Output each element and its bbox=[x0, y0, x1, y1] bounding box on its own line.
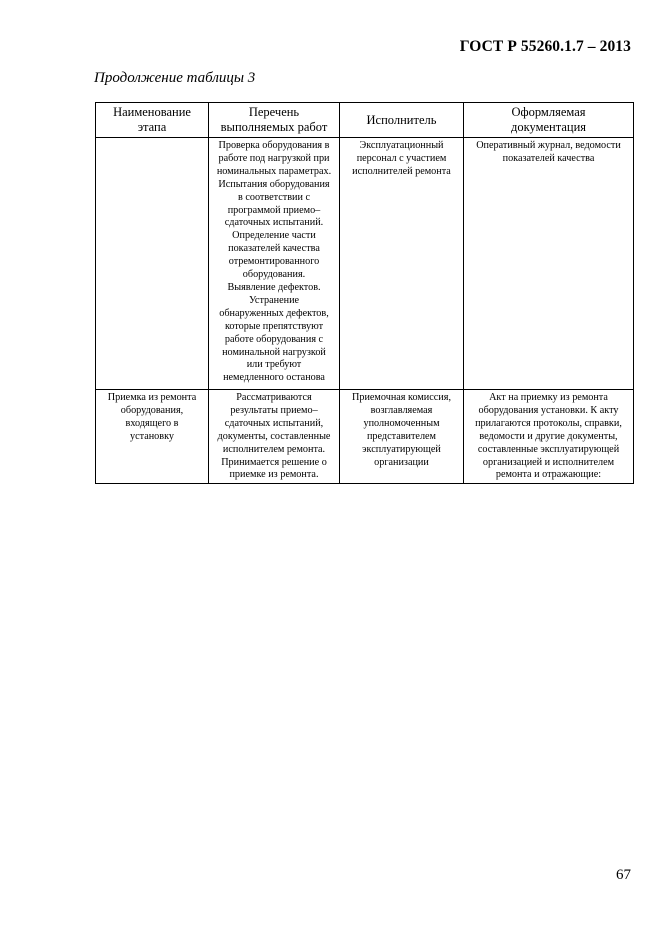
cell-line: в соответствии с bbox=[238, 191, 310, 203]
cell-line: Определение части bbox=[232, 230, 316, 242]
cell-line: Проверка оборудования в bbox=[218, 140, 330, 151]
header-line: документация bbox=[510, 120, 587, 134]
column-header-executor bbox=[340, 103, 464, 138]
cell-line: Принимается решение о bbox=[221, 456, 327, 468]
table-row bbox=[96, 390, 634, 484]
cell-line: номинальной нагрузкой bbox=[222, 346, 326, 358]
cell-line: организации bbox=[374, 456, 429, 468]
cell-line: показателей качества bbox=[228, 243, 320, 255]
cell-line: результаты приемо– bbox=[230, 404, 318, 416]
cell-line: возглавляемая bbox=[370, 404, 433, 416]
cell-line: установку bbox=[130, 430, 174, 442]
cell-stage bbox=[96, 138, 209, 390]
cell-line: Устранение bbox=[248, 294, 300, 306]
header-line: Исполнитель bbox=[366, 112, 437, 127]
cell-line: Рассматриваются bbox=[236, 392, 312, 403]
column-header-works bbox=[209, 103, 340, 138]
cell-line: работе оборудования с bbox=[224, 333, 324, 345]
cell-line: приемке из ремонта. bbox=[229, 469, 319, 481]
cell-line: уполномоченным bbox=[363, 417, 440, 429]
cell-stage bbox=[96, 390, 209, 484]
cell-line: Оперативный журнал, ведомости bbox=[476, 140, 621, 151]
cell-line: входящего в bbox=[125, 417, 179, 429]
header-line: выполняемых работ bbox=[220, 120, 328, 134]
cell-line: представителем bbox=[366, 430, 437, 442]
cell-line: работе под нагрузкой при bbox=[218, 152, 330, 164]
cell-line: исполнителем ремонта. bbox=[222, 443, 326, 455]
cell-line: ремонта и отражающие: bbox=[495, 469, 602, 481]
cell-line: немедленного останова bbox=[223, 372, 325, 384]
cell-line: отремонтированного bbox=[228, 256, 320, 268]
column-header-documentation bbox=[464, 103, 634, 138]
cell-executor bbox=[340, 138, 464, 390]
cell-line: сдаточных испытаний. bbox=[224, 217, 324, 229]
cell-line: программой приемо– bbox=[227, 204, 321, 216]
cell-works bbox=[209, 390, 340, 484]
cell-line: Эксплуатационный bbox=[359, 140, 444, 151]
cell-works bbox=[209, 138, 340, 390]
table-row bbox=[96, 138, 634, 390]
cell-line: которые препятствуют bbox=[224, 320, 324, 332]
cell-line: исполнителей ремонта bbox=[352, 165, 451, 177]
cell-line: или требуют bbox=[246, 359, 302, 371]
cell-line: составленные эксплуатирующей bbox=[477, 443, 620, 455]
cell-line: Приемочная комиссия, bbox=[352, 392, 451, 403]
repair-stages-table bbox=[95, 102, 634, 484]
cell-line: сдаточных испытаний, bbox=[224, 417, 324, 429]
header-line: Наименование bbox=[113, 105, 191, 119]
cell-line: Приемка из ремонта bbox=[107, 392, 197, 403]
cell-line: оборудования. bbox=[242, 269, 306, 281]
cell-line: персонал с участием bbox=[356, 152, 447, 164]
cell-line: Испытания оборудования bbox=[218, 178, 330, 190]
table-header-row bbox=[96, 103, 634, 138]
header-line: Оформляемая bbox=[511, 105, 586, 119]
cell-executor bbox=[340, 390, 464, 484]
cell-documentation bbox=[464, 138, 634, 390]
cell-documentation bbox=[464, 390, 634, 484]
cell-line: организацией и исполнителем bbox=[482, 456, 615, 468]
header-line: этапа bbox=[137, 120, 167, 134]
cell-line: обнаруженных дефектов, bbox=[219, 307, 329, 319]
document-standard-header: ГОСТ Р 55260.1.7 – 2013 bbox=[459, 38, 631, 55]
page-number: 67 bbox=[616, 867, 631, 883]
cell-line: документы, составленные bbox=[217, 430, 331, 442]
cell-line: эксплуатирующей bbox=[362, 443, 441, 455]
cell-line: показателей качества bbox=[502, 152, 595, 164]
cell-line: Выявление дефектов. bbox=[227, 281, 321, 293]
table-continuation-caption: Продолжение таблицы 3 bbox=[94, 70, 256, 86]
column-header-stage bbox=[96, 103, 209, 138]
cell-line: прилагаются протоколы, справки, bbox=[475, 417, 622, 429]
cell-line: номинальных параметрах. bbox=[216, 165, 332, 177]
cell-line: оборудования, bbox=[120, 404, 184, 416]
cell-line: ведомости и другие документы, bbox=[479, 430, 618, 442]
cell-line: оборудования установки. К акту bbox=[478, 404, 619, 416]
header-line: Перечень bbox=[248, 105, 300, 119]
cell-line: Акт на приемку из ремонта bbox=[489, 392, 608, 403]
